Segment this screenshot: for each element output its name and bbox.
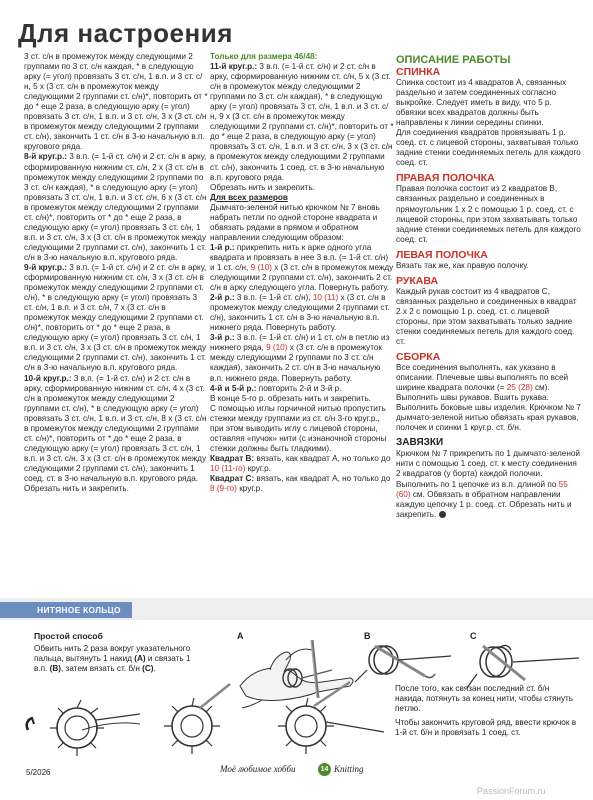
heading-right-front: ПРАВАЯ ПОЛОЧКА: [396, 172, 495, 185]
band-tab: [0, 602, 26, 618]
step-ref: (B): [49, 664, 61, 674]
heading-back: СПИНКА: [396, 66, 441, 78]
row-text: х (3 ст. с/н в промежуток между следующими 2 группами по 3 ст. с/н каждая), закончить 2 ст. с/н в 3-ю начальную в.п. нижнего ряда. Повернуть работу.: [210, 343, 383, 383]
square-b: [210, 454, 394, 474]
illustration-ring-join: [270, 682, 388, 762]
row-label: 8-й круг.р.:: [24, 152, 67, 162]
size-value: 8 (9-го): [210, 484, 237, 494]
square-text: вязать, как квадрат А, но только до: [254, 453, 391, 463]
row-label: 9-й круг.р.:: [24, 262, 67, 272]
row-4-5: [210, 384, 394, 394]
row-text: 3 в.п. (= 1-й ст. с/н) и 2 ст. с/н в арку, сформированную нижним ст. с/н, 2 х (3 ст. с/н в промежуток между следующими 2 группами по 3 ст. с/н каждая), * в следующую арку (= угол) провязать 3 ст. с/н, 1 в.п. и 3 ст. с/н, 6 х (3 ст. с/н в промежуток между следующими 2 группами ст. с/н)*, повторить от * до * еще 2 раза, в следующую арку (= угол) провязать 3 ст. с/н, 1 в.п. и 3 ст. с/н, 3 х (3 ст. с/н в промежуток между следующими 2 группами ст. с/н), закончить 1 ст. с/н в 3-ю начальную в.п. кругового ряда.: [24, 152, 207, 262]
simple-method-text: [34, 644, 192, 674]
paragraph: С помощью иглы горчичной нитью пропустить стежки между группами из ст. с/н 3-го круг.р., при этом выводить иглу с лицевой стороны, оставляя «пучок» нити (с изнаночной стороны стежки должны быть гладкими).: [210, 403, 387, 453]
simple-method-title: Простой способ: [34, 631, 103, 641]
square-text: вязать, как квадрат А, но только до: [254, 473, 391, 483]
row-text: повторить 2-й и 3-й р.: [256, 383, 342, 393]
heading-ties: ЗАВЯЗКИ: [396, 437, 444, 449]
issue-number: 5/2026: [26, 768, 51, 777]
row-text: х (3 ст. с/н в промежуток между следующими 2 группами ст. с/н), закончить 1 ст. с/н в 3-ю начальную в.п. нижнего ряда. Повернуть работу.: [210, 293, 390, 333]
row-text: прикрепить нить к арке одного угла квадрата и провязать в нее 3 в.п. (= 1-й ст. с/н) и 1 ст. с/н,: [210, 242, 389, 272]
column-1: [24, 52, 208, 494]
column-2: [210, 52, 394, 494]
step-ref: (A): [134, 654, 146, 664]
caption: Чтобы закончить круговой ряд, ввести крючок в 1-й ст. б/н и провязать 1 соед. ст.: [395, 718, 577, 738]
illustration-ring-pull: [22, 690, 142, 760]
section-tag: НИТЯНОЕ КОЛЬЦО: [26, 602, 132, 618]
paragraph: [396, 449, 581, 519]
illustration-captions: [395, 684, 580, 738]
row-text: 3 в.п. (= 1-й ст. с/н) и 2 ст. с/н в арку, сформированную нижним ст. с/н, 3 х (3 ст. с/н в промежуток между следующими 2 группами ст. с/н), * в следующую арку (= угол) провязать 3 ст. с/н, 1 в.п. и 3 ст. с/н, 7 х (3 ст. с/н в промежуток между следующими 2 группами ст. с/н)*, повторить от * до * еще 2 раза, в следующую арку (= угол) провязать 3 ст. с/н, 1 в.п. и 3 ст. с/н, 3 х (3 ст. с/н в промежуток между следующими 2 группами ст. с/н), закончить 1 ст. с/н в 3-ю начальную в.п. кругового ряда.: [24, 262, 207, 373]
size-heading: Только для размера 46/48:: [210, 52, 318, 61]
paragraph: Для соединения квадратов провязывать 1 р. соед. ст. с лицевой стороны, захватывая только задние стенки соединяемых петель для каждого соед. ст.: [396, 128, 581, 168]
row-1: [210, 243, 394, 293]
magazine-title: Моё любимое хобби: [220, 764, 296, 774]
end-mark-icon: [439, 511, 446, 518]
paragraph: Вязать так же, как правую полочку.: [396, 260, 529, 270]
paragraph: Обрезать нить и закрепить.: [210, 182, 315, 192]
text: см). Выполнить швы рукавов. Вшить рукава. Выполнить боковые швы изделия. Крючком № 7 дымчато-зеленой нитью обвязать края рукавов, полочек и спинки 1 круг.р. ст. б/н.: [396, 383, 581, 433]
figure-label-c: C: [470, 631, 477, 641]
figure-label-b: B: [364, 631, 371, 641]
heading-left-front: ЛЕВАЯ ПОЛОЧКА: [396, 248, 488, 261]
text: Обвить нить 2 раза вокруг указательного пальца, вытянуть 1 накид: [34, 644, 191, 664]
size-value: 10 (11): [312, 293, 339, 303]
row-text: 3 в.п. (= 1-й ст. с/н) и 2 ст. с/н в арку, сформированную нижним ст. с/н, 4 х (3 ст. с/н в промежуток между следующими 2 группами ст. с/н), * в следующую арку (= угол) провязать 3 ст. с/н, 1 в.п. и 3 ст. с/н, 8 х (3 ст. с/н в промежуток между следующими 2 группами ст. с/н)*, повторить от * до * еще 2 раза, в следующую арку (= угол) провязать 3 ст. с/н, 1 в.п. и 3 ст. с/н, 3 х (3 ст. с/н в промежуток между следующими 2 группами ст. с/н), закончить 1 соед. ст. в 3-ю начальную в.п. кругового ряда.: [24, 373, 207, 483]
illustration-b-loop: [355, 640, 455, 685]
size-value: 25 (28): [506, 383, 533, 393]
square-c: [210, 474, 394, 494]
watermark: PassionForum.ru: [477, 786, 546, 796]
column-3: [396, 52, 581, 520]
size-value: 9 (10): [266, 343, 288, 353]
paragraph: 3 ст. с/н в промежуток между следующими 2 группами по 3 ст. с/н каждая, * в следующую арку (= угол) провязать 3 ст. с/н, 1 в.п. и 3 ст. с/н, 5 х (3 ст. с/н в промежуток между следующими 2 группами ст. с/н)*, повторить от * до * еще 2 раза, в следующую арку (= угол) провязать 3 ст. с/н, 1 в.п. и 3 ст. с/н, 3 х (3 ст. с/н в промежуток между следующими 2 группами ст. с/н), закончить 1 ст. с/н в 3-ю начальную в.п. кругового ряда.: [24, 52, 208, 152]
text: .: [153, 664, 156, 674]
row-11: [210, 62, 394, 183]
row-label: 4-й и 5-й р.:: [210, 383, 257, 393]
text: Крючком № 7 прикрепить по 1 дымчато-зеленой нити с помощью 1 соед. ст. к месту соединения 2 квадратов (у борта) каждой полочки. Выполнить по 1 цепочке из в.п. длиной по: [396, 449, 580, 489]
row-label: 10-й круг.р.:: [24, 373, 72, 383]
paragraph: В конце 5-го р. обрезать нить и закрепить.: [210, 393, 372, 403]
row-text: 3 в.п. (= 1-й ст. с/н) и 1 ст. с/н в петлю из нижнего ряда,: [210, 333, 390, 353]
row-10: [24, 374, 208, 485]
size-value: 55 (60): [396, 479, 568, 499]
square-text: круг.р.: [236, 484, 263, 494]
caption: После того, как связан последний ст. б/н накида, потянуть за конец нити, чтобы стянуть петлю.: [395, 684, 574, 714]
heading-assembly: СБОРКА: [396, 351, 441, 364]
row-label: 1-й р.:: [210, 242, 235, 252]
heading-sleeves: РУКАВА: [396, 274, 439, 287]
paragraph: Спинка состоит из 4 квадратов А, связанных раздельно и затем соединенных согласно выкройке. Следует иметь в виду, что 5 р. обвязки всех квадратов должны быть направлены к линии середины спинки.: [396, 78, 567, 128]
paragraph: [396, 363, 581, 433]
row-text: 3 в.п. (= 1-й ст. с/н),: [234, 293, 313, 303]
text: Все соединения выполнять, как указано в описании. Плечевые швы выполнять по всей ширине квадрата полочки (=: [396, 363, 569, 393]
all-sizes-heading: Для всех размеров: [210, 192, 288, 202]
row-8: [24, 152, 208, 263]
row-text: х (3 ст. с/н в промежуток между следующими 2 группами ст. с/н), закончить 2 ст. с/н в арку следующего угла. Повернуть работу.: [210, 262, 394, 293]
paragraph: Обрезать нить и закрепить.: [24, 484, 129, 494]
paragraph: Правая полочка состоит из 2 квадратов В, связанных раздельно и соединенных в прямоугольник 1 х 2 с помощью 1 р. соед. ст. с лицевой стороны, при этом захватывать только задние стенки соединяемых петель для каждого соед. ст.: [396, 184, 581, 244]
square-label: Квадрат С:: [210, 473, 255, 483]
illustration-ring-closed: [160, 682, 240, 762]
page-title: Для настроения: [18, 18, 233, 48]
step-ref: (C): [142, 664, 154, 674]
paragraph: Каждый рукав состоит из 4 квадратов С, связанных раздельно и соединенных в квадрат 2 х 2 с помощью 1 р. соед. ст. с лицевой стороны, при этом захватывать только задние стенки соединяемых петель для каждого соед. ст.: [396, 286, 577, 346]
figure-label-a: A: [237, 631, 244, 641]
row-text: 3 в.п. (= 1-й ст. с/н) и 2 ст. с/н в арку, сформированную нижним ст. с/н, 5 х (3 ст. с/н в промежуток между следующими 2 группами по 3 ст. с/н каждая), * в следующую арку (= угол) провязать 3 ст. с/н, 1 в.п. и 3 ст. с/н, 9 х (3 ст. с/н в промежуток между следующими 2 группами ст. с/н)*, повторить от * до * еще 2 раза, в следующую арку (= угол) провязать 3 ст. с/н, 1 в.п. и 3 ст. с/н, 3 х (3 ст. с/н в промежуток между следующими 2 группами ст. с/н), закончить 1 соед. ст. в 3-ю начальную в.п. кругового ряда.: [210, 62, 394, 182]
text: , затем вязать ст. б/н: [60, 664, 143, 674]
paragraph: Дымчато-зеленой нитью крючком № 7 вновь набрать петли по одной стороне квадрата и обвязать рядами в прямом и обратном направлении следующим образом:: [210, 202, 380, 242]
size-value: 9 (10): [250, 262, 272, 272]
size-value: 10 (11-го): [210, 463, 246, 473]
text: см. Обвязать в обратном направлении каждую цепочку 1 р. соед. ст. Обрезать нить и закрепить.: [396, 489, 572, 519]
square-label: Квадрат В:: [210, 453, 255, 463]
page-number: 14: [318, 763, 331, 776]
row-label: 2-й р.:: [210, 293, 235, 303]
text: и связать 1 в.п.: [34, 654, 191, 674]
illustration-c-ring: [463, 640, 583, 690]
row-3: [210, 333, 394, 383]
row-label: 11-й круг.р.:: [210, 62, 258, 72]
square-text: круг.р.: [245, 463, 271, 473]
row-label: 3-й р.:: [210, 333, 235, 343]
row-9: [24, 263, 208, 374]
row-2: [210, 293, 394, 333]
section-heading-description: ОПИСАНИЕ РАБОТЫ: [396, 54, 511, 66]
section-name: Knitting: [334, 764, 364, 774]
